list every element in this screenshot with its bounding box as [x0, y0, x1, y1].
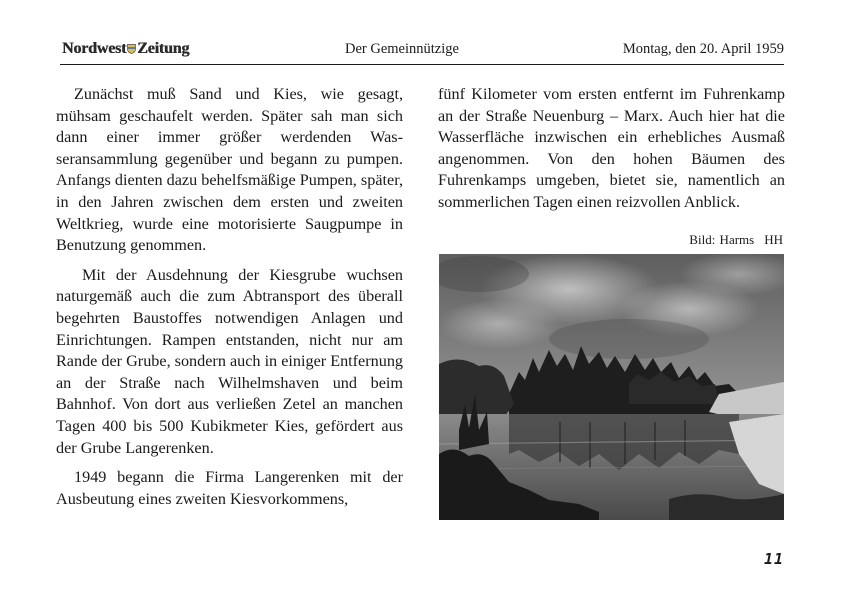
article-paragraph: Mit der Ausdehnung der Kiesgrube wuchsen naturgemäß auch die zum Abtransport des überall begehrten Baustoffes notwendigen Anlagen und Einrichtungen. Rampen entstanden, nicht nur am Rande der Grube, sondern auch in einiger Entfernung an der Straße nach Wilhelmshaven und beim Bahnhof. Von dort aus verließen Zetel an manchen Tagen 400 bis 500 Kubikmeter Kies, gefördert aus der Grube Langerenken.: [56, 265, 404, 457]
lake-photograph: [439, 254, 784, 520]
lake-photograph-image: [439, 254, 784, 520]
page-number: 11: [763, 550, 784, 568]
newspaper-masthead: [62, 40, 189, 58]
author-initials: HH: [764, 232, 783, 247]
page-header: [60, 38, 784, 65]
coat-of-arms-icon: [127, 44, 136, 54]
photo-credit-text: Bild: Harms: [689, 232, 755, 247]
article-paragraph: Zunächst muß Sand und Kies, wie gesagt, mühsam geschaufelt werden. Später sah man sich dann einer immer größer werdenden Wasseransammlung gegenüber und begann zu pumpen. Anfangs dienten dazu behelfsmäßige Pumpen, später, in den Jahren zwischen dem ersten und zweiten Weltkrieg, wurde eine motorisierte Saugpumpe in Benutzung genommen.: [56, 85, 403, 255]
photo-credit: [438, 232, 783, 248]
masthead-word-1: Nordwest: [62, 40, 127, 57]
article-column-left: [56, 84, 403, 510]
issue-date: Montag, den 20. April 1959: [622, 41, 784, 57]
article-paragraph: fünf Kilometer vom ersten entfernt im Fuhrenkamp an der Straße Neuenburg – Marx. Auch hier hat die Wasserfläche inzwischen ein erhebliches Ausmaß angenommen. Von den hohen Bäumen des Fuhrenkamps umgeben, bietet sie, namentlich an sommerlichen Tagen einen reizvollen Anblick.: [438, 85, 785, 211]
article-paragraph: 1949 begann die Firma Langerenken mit der Ausbeutung eines zweiten Kiesvorkommens,: [56, 468, 403, 508]
section-title: Der Gemeinnützige: [345, 41, 459, 57]
masthead-word-2: Zeitung: [137, 40, 190, 57]
article-column-right: [438, 84, 785, 214]
